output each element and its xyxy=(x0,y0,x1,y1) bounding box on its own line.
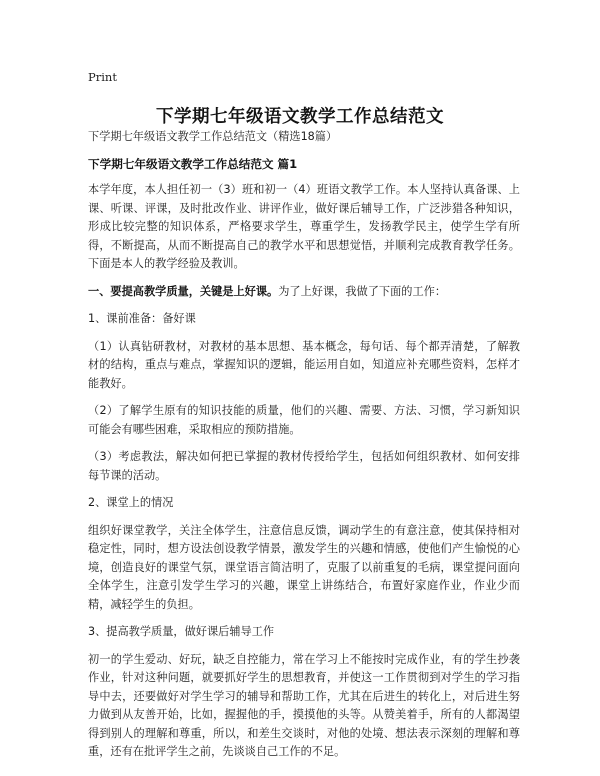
document-body xyxy=(88,128,520,771)
point-one-text: 为了上好课，我做了下面的工作： xyxy=(278,284,447,298)
subheading-after-class: 3、提高教学质量，做好课后辅导工作 xyxy=(88,625,275,638)
print-label: Print xyxy=(88,70,117,84)
paragraph-classroom: 组织好课堂教学，关注全体学生，注意信息反馈，调动学生的有意注意，使其保持相对稳定性，同时，想方设法创设教学情景，激发学生的兴趣和情感，使他们产生愉悦的心境，创造良好的课堂气氛，课堂语言简洁明了，克服了以前重复的毛病，课堂提问面向全体学生，注意引发学生学习的兴趣，课堂上讲练结合，布置好家庭作业，作业少而精，减轻学生的负担。 xyxy=(88,523,520,611)
document-title: 下学期七年级语文教学工作总结范文 xyxy=(156,107,444,127)
paragraph-teaching-method: （3）考虑教法，解决如何把已掌握的教材传授给学生，包括如何组织教材、如何安排每节课的活动。 xyxy=(88,450,520,482)
subheading-classroom: 2、课堂上的情况 xyxy=(88,496,174,509)
intro-paragraph: 本学年度，本人担任初一（3）班和初一（4）班语文教学工作。本人坚持认真备课、上课、听课、评课，及时批改作业、讲评作业，做好课后辅导工作，广泛涉猎各种知识，形成比较完整的知识体系，严格要求学生，尊重学生，发扬教学民主，使学生学有所得，不断提高，从而不断提高自己的教学水平和思想觉悟，并顺利完成教育教学任务。下面是本人的教学经验及教训。 xyxy=(88,183,520,270)
section-heading: 下学期七年级语文教学工作总结范文 篇1 xyxy=(88,156,298,171)
document-subtitle: 下学期七年级语文教学工作总结范文（精选18篇） xyxy=(88,130,338,143)
paragraph-know-students: （2）了解学生原有的知识技能的质量，他们的兴趣、需要、方法、习惯，学习新知识可能会有哪些困难，采取相应的预防措施。 xyxy=(88,404,520,436)
paragraph-study-materials: （1）认真钻研教材，对教材的基本思想、基本概念，每句话、每个都弄清楚，了解教材的结构，重点与难点，掌握知识的逻辑，能运用自如，知道应补充哪些资料，怎样才能教好。 xyxy=(88,339,520,390)
subheading-lesson-prep: 1、课前准备：备好课 xyxy=(88,312,196,325)
point-one-heading: 一、要提高教学质量，关键是上好课。 xyxy=(88,284,279,298)
point-one-paragraph xyxy=(88,283,520,302)
paragraph-after-class: 初一的学生爱动、好玩，缺乏自控能力，常在学习上不能按时完成作业，有的学生抄袭作业，针对这种问题，就要抓好学生的思想教育，并使这一工作贯彻到对学生的学习指导中去，还要做好对学生学习的辅导和帮助工作，尤其在后进生的转化上，对后进生努力做到从友善开始，比如，握握他的手，摸摸他的头等。从赞美着手，所有的人都渴望得到别人的理解和尊重，所以，和差生交谈时，对他的处境、想法表示深刻的理解和尊重，还有在批评学生之前，先谈谈自己工作的不足。 xyxy=(88,652,520,758)
